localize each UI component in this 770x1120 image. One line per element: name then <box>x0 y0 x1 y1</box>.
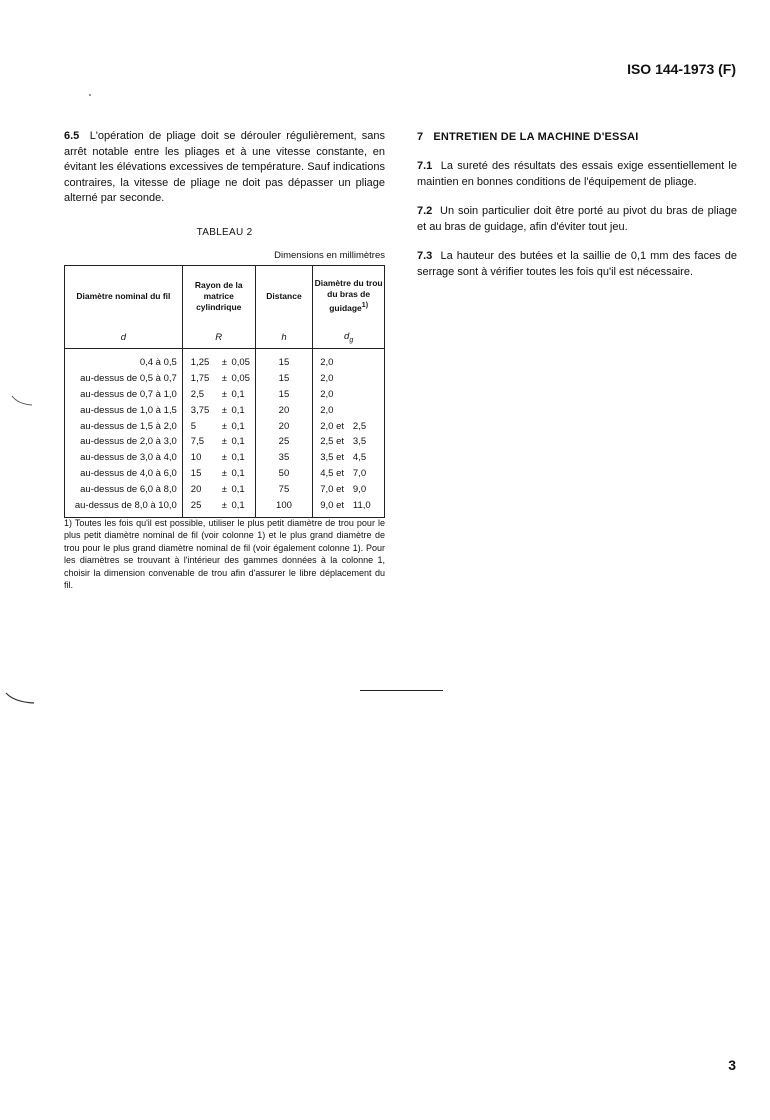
scan-mark-icon <box>10 394 34 408</box>
cell-die-radius: 25 ± 0,1 <box>182 497 255 517</box>
cell-nominal-diameter: au-dessus de 1,5 à 2,0 <box>65 418 183 434</box>
speck-icon <box>88 93 92 97</box>
end-rule <box>360 690 443 691</box>
cell-nominal-diameter: au-dessus de 6,0 à 8,0 <box>65 481 183 497</box>
cell-distance: 20 <box>255 402 313 418</box>
footnote-ref: 1) <box>361 302 369 310</box>
cell-die-radius: 15 ± 0,1 <box>182 466 255 482</box>
cell-guide-hole: 2,0 <box>313 387 385 403</box>
cell-distance: 15 <box>255 371 313 387</box>
cell-distance: 100 <box>255 497 313 517</box>
table-caption: TABLEAU 2 <box>196 227 253 238</box>
table-row <box>65 349 385 371</box>
left-column <box>64 129 385 207</box>
cell-guide-hole: 7,0 et 9,0 <box>313 481 385 497</box>
cell-nominal-diameter: au-dessus de 3,0 à 4,0 <box>65 450 183 466</box>
table-row <box>65 481 385 497</box>
cell-distance: 20 <box>255 418 313 434</box>
table-row <box>65 434 385 450</box>
cell-guide-hole: 2,0 et 2,5 <box>313 418 385 434</box>
cell-distance: 50 <box>255 466 313 482</box>
cell-guide-hole: 4,5 et 7,0 <box>313 466 385 482</box>
cell-die-radius: 2,5 ± 0,1 <box>182 387 255 403</box>
table-row <box>65 450 385 466</box>
paragraph-7-3: 7.3 La hauteur des butées et la saillie de 0,1 mm des faces de serrage sont à vérifier toutes les fois qu'il est nécessaire. <box>417 250 737 278</box>
table-2 <box>64 265 385 518</box>
cell-distance: 75 <box>255 481 313 497</box>
cell-distance: 35 <box>255 450 313 466</box>
section-title: ENTRETIEN DE LA MACHINE D'ESSAI <box>433 131 639 143</box>
page-number: 3 <box>728 1057 736 1073</box>
cell-distance: 25 <box>255 434 313 450</box>
symbol-h: h <box>255 326 313 349</box>
cell-die-radius: 3,75 ± 0,1 <box>182 402 255 418</box>
header-guide-hole-diameter: Diamètre du trou du bras de guidage$^{1)}$ <box>313 266 385 327</box>
cell-nominal-diameter: au-dessus de 2,0 à 3,0 <box>65 434 183 450</box>
cell-die-radius: 1,25 ± 0,05 <box>182 349 255 371</box>
cell-nominal-diameter: au-dessus de 1,0 à 1,5 <box>65 402 183 418</box>
cell-nominal-diameter: au-dessus de 8,0 à 10,0 <box>65 497 183 517</box>
section-heading-7 <box>417 131 737 143</box>
header-die-radius: Rayon de la matrice cylindrique <box>182 266 255 327</box>
cell-guide-hole: 2,0 <box>313 371 385 387</box>
table-footnote: 1) Toutes les fois qu'il est possible, utiliser le plus petit diamètre de trou pour le plus petit diamètre nominal de fil (voir colonne 1) et le plus grand diamètre de trou pour le plus grand diamètre nominal de fil (voir également colonne 1). Pour les diamètres se trouvant à l'intérieur des gammes données à la colonne 1, choisir la dimension convenable de trou afin d'assurer le libre déplacement du fil. <box>64 518 385 591</box>
cell-die-radius: 7,5 ± 0,1 <box>182 434 255 450</box>
cell-die-radius: 10 ± 0,1 <box>182 450 255 466</box>
table-header-row <box>65 266 385 327</box>
clause-text: L'opération de pliage doit se dérouler régulièrement, sans arrêt notable entre les pliages et à une vitesse constante, en évitant les élévations excessives de température. Sauf indications contraires, la vitesse de pliage ne doit pas dépasser un pliage alterné par seconde. <box>64 130 385 204</box>
cell-nominal-diameter: au-dessus de 4,0 à 6,0 <box>65 466 183 482</box>
symbol-dg: $d_g$ <box>313 326 385 349</box>
cell-distance: 15 <box>255 387 313 403</box>
table-symbol-row <box>65 326 385 349</box>
right-column <box>417 129 737 280</box>
table-row <box>65 418 385 434</box>
paragraph-6-5 <box>64 129 385 207</box>
cell-guide-hole: 2,0 <box>313 402 385 418</box>
cell-guide-hole: 2,5 et 3,5 <box>313 434 385 450</box>
dimensions-note: Dimensions en millimètres <box>274 250 385 261</box>
cell-nominal-diameter: au-dessus de 0,7 à 1,0 <box>65 387 183 403</box>
cell-nominal-diameter: au-dessus de 0,5 à 0,7 <box>65 371 183 387</box>
header-nominal-diameter: Diamètre nominal du fil <box>65 266 183 327</box>
table-row <box>65 497 385 517</box>
paragraph-7-2: 7.2 Un soin particulier doit être porté au pivot du bras de pliage et au bras de guidage, afin d'éviter tout jeu. <box>417 205 737 233</box>
cell-distance: 15 <box>255 349 313 371</box>
cell-guide-hole: 2,0 <box>313 349 385 371</box>
paragraph-7-1: 7.1 La sureté des résultats des essais exige essentiellement le maintien en bonnes conditions de l'équipement de pliage. <box>417 160 737 188</box>
table-body <box>65 349 385 518</box>
cell-die-radius: 5 ± 0,1 <box>182 418 255 434</box>
cell-guide-hole: 9,0 et 11,0 <box>313 497 385 517</box>
scan-mark-icon <box>4 690 36 708</box>
document-code: ISO 144-1973 (F) <box>627 61 736 77</box>
symbol-r: R <box>182 326 255 349</box>
clause-number: 6.5 <box>64 130 80 142</box>
cell-nominal-diameter: 0,4 à 0,5 <box>65 349 183 371</box>
cell-die-radius: 1,75 ± 0,05 <box>182 371 255 387</box>
cell-guide-hole: 3,5 et 4,5 <box>313 450 385 466</box>
table-row <box>65 371 385 387</box>
table-row <box>65 387 385 403</box>
header-distance: Distance <box>255 266 313 327</box>
section-number: 7 <box>417 131 424 143</box>
table-row <box>65 466 385 482</box>
symbol-d: d <box>65 326 183 349</box>
table-row <box>65 402 385 418</box>
cell-die-radius: 20 ± 0,1 <box>182 481 255 497</box>
